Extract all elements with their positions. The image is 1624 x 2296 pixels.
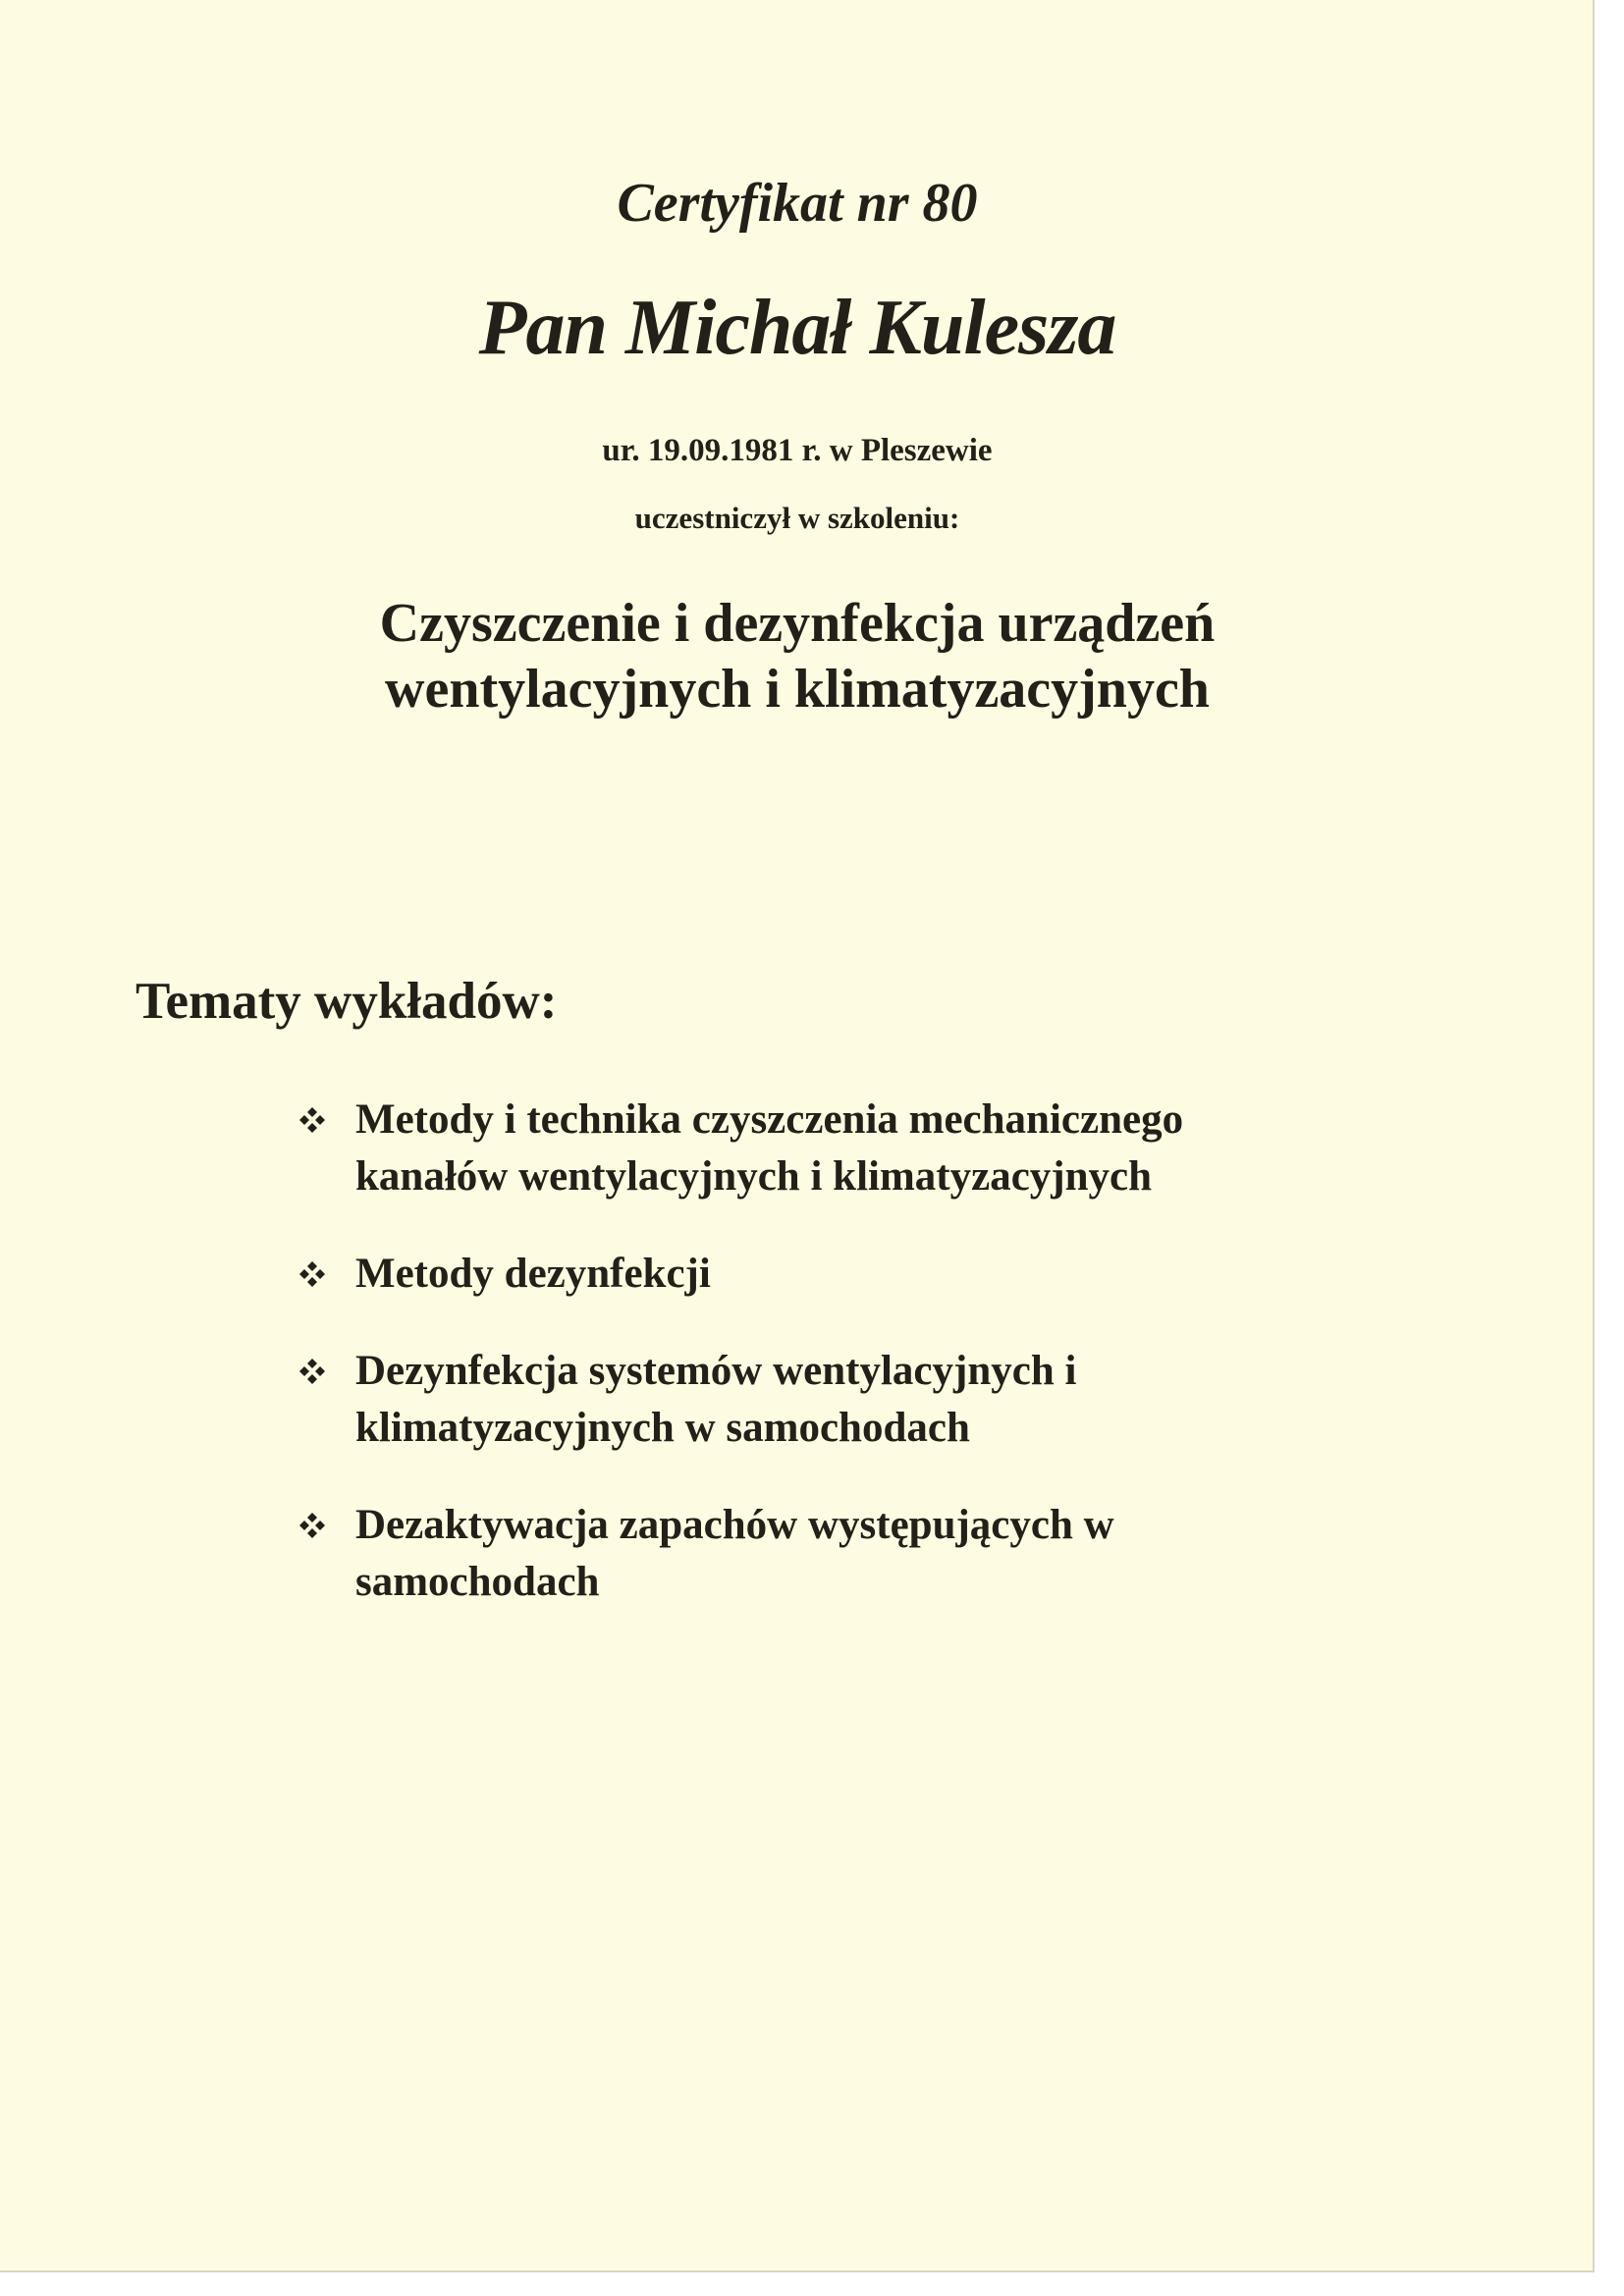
topic-text: Dezaktywacja zapachów występujących w	[355, 1502, 1114, 1548]
four-diamond-bullet-icon	[293, 1343, 332, 1400]
topic-text: Metody i technika czyszczenia mechanicznego	[355, 1096, 1184, 1143]
topic-item	[293, 1092, 1373, 1205]
course-title-line: wentylacyjnych i klimatyzacyjnych	[385, 659, 1210, 720]
topic-text: samochodach	[355, 1559, 600, 1605]
certificate-number: Certyfikat nr 80	[617, 173, 978, 234]
topics-heading: Tematy wykładów:	[135, 973, 558, 1030]
course-title-line: Czyszczenie i dezynfekcja urządzeń	[379, 593, 1216, 654]
recipient-name: Pan Michał Kulesza	[478, 285, 1116, 371]
topics-list	[293, 1092, 1373, 1651]
topic-text: klimatyzacyjnych w samochodach	[355, 1405, 970, 1451]
birth-info: ur. 19.09.1981 r. w Pleszewie	[602, 433, 993, 468]
topic-item	[293, 1246, 1373, 1303]
participation-statement: uczestniczył w szkoleniu:	[634, 501, 960, 535]
course-title	[0, 591, 1595, 722]
four-diamond-bullet-icon	[293, 1246, 332, 1303]
four-diamond-bullet-icon	[293, 1497, 332, 1554]
topic-text: Dezynfekcja systemów wentylacyjnych i	[355, 1348, 1077, 1394]
topic-item	[293, 1343, 1373, 1457]
four-diamond-bullet-icon	[293, 1092, 332, 1148]
topic-item	[293, 1497, 1373, 1611]
topic-text: kanałów wentylacyjnych i klimatyzacyjnych	[355, 1153, 1153, 1200]
topic-text: Metody dezynfekcji	[355, 1251, 711, 1297]
